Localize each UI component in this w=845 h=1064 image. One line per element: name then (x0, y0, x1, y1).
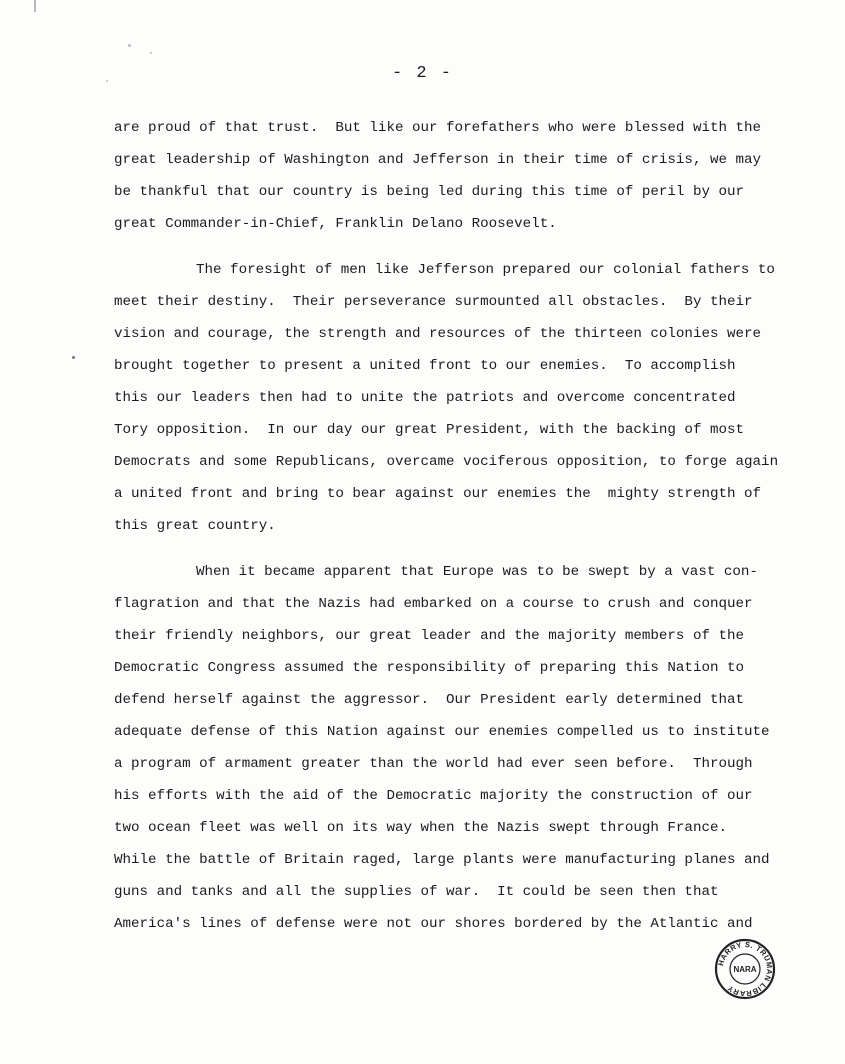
text-line: flagration and that the Nazis had embarked on a course to crush and conquer (114, 596, 753, 612)
text-line: brought together to present a united front to our enemies. To accomplish (114, 358, 736, 374)
stamp-arc-text: HARRY S. TRUMAN LIBRARY (716, 939, 775, 999)
paragraph (114, 556, 770, 940)
text-line: a program of armament greater than the world had ever seen before. Through (114, 756, 753, 772)
paragraph (114, 112, 762, 240)
text-line: two ocean fleet was well on its way when the Nazis swept through France. (114, 820, 727, 836)
text-line: his efforts with the aid of the Democratic majority the construction of our (114, 788, 753, 804)
text-line: a united front and bring to bear against our enemies the mighty strength of (114, 486, 762, 502)
text-line: great Commander-in-Chief, Franklin Delano Roosevelt. (114, 216, 557, 232)
stamp-center-text: NARA (733, 965, 757, 974)
text-line: their friendly neighbors, our great leader and the majority members of the (114, 628, 745, 644)
text-line: While the battle of Britain raged, large plants were manufacturing planes and (114, 852, 770, 868)
text-line: are proud of that trust. But like our forefathers who were blessed with the (114, 120, 762, 136)
text-line: be thankful that our country is being led during this time of peril by our (114, 184, 745, 200)
text-line: guns and tanks and all the supplies of war. It could be seen then that (114, 884, 719, 900)
text-line: meet their destiny. Their perseverance surmounted all obstacles. By their (114, 294, 753, 310)
page-number: - 2 - (391, 64, 453, 83)
text-line: great leadership of Washington and Jefferson in their time of crisis, we may (114, 152, 762, 168)
text-line: Democratic Congress assumed the responsibility of preparing this Nation to (114, 660, 745, 676)
text-line: adequate defense of this Nation against our enemies compelled us to institute (114, 724, 770, 740)
paper-speck (128, 44, 131, 47)
truman-library-stamp (714, 938, 776, 1000)
text-line: Democrats and some Republicans, overcame vociferous opposition, to forge again (114, 454, 779, 470)
text-line: vision and courage, the strength and resources of the thirteen colonies were (114, 326, 762, 342)
text-line: this our leaders then had to unite the patriots and overcome concentrated (114, 390, 736, 406)
text-line: The foresight of men like Jefferson prepared our colonial fathers to (196, 262, 775, 278)
paragraph (114, 254, 779, 542)
text-line: America's lines of defense were not our shores bordered by the Atlantic and (114, 916, 753, 932)
text-line: When it became apparent that Europe was to be swept by a vast con- (196, 564, 758, 580)
paper-speck (150, 52, 152, 54)
edge-mark (34, 0, 36, 12)
body-text (114, 112, 779, 940)
paper-speck (72, 356, 75, 359)
text-line: defend herself against the aggressor. Our President early determined that (114, 692, 745, 708)
text-line: Tory opposition. In our day our great President, with the backing of most (114, 422, 745, 438)
text-line: this great country. (114, 518, 276, 534)
